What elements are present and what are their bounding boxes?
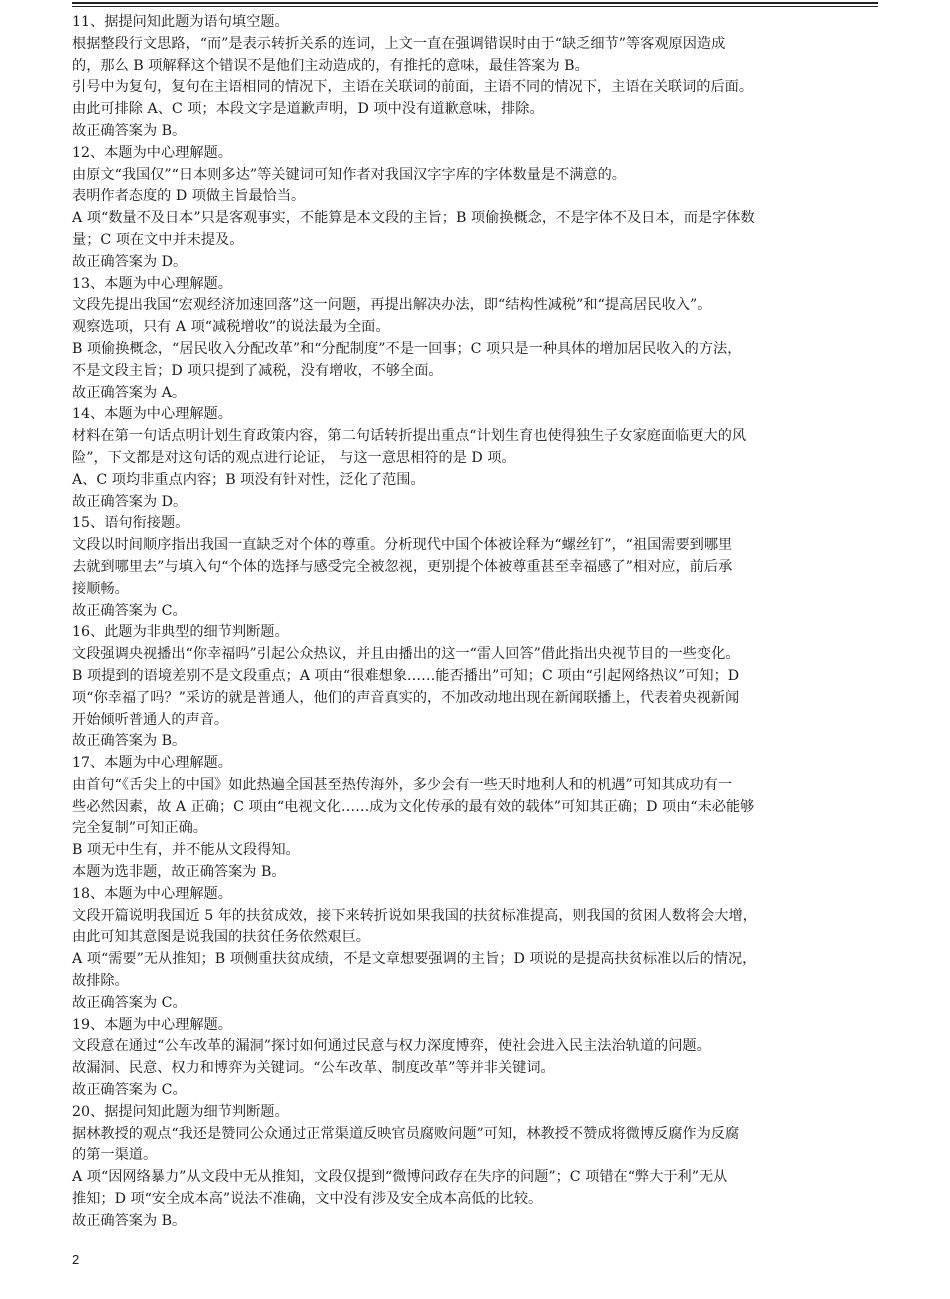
explanation-line: A 项“需要”无从推知；B 项侧重扶贫成绩，不是文章想要强调的主旨；D 项说的是提高扶贫标准以后的情况， [72, 951, 757, 968]
explanation-line: 的第一渠道。 [72, 1147, 158, 1164]
explanation-line: 些必然因素，故 A 正确；C 项由“电视文化……成为文化传承的最有效的载体”可知其正确；D 项由“未必能够 [72, 798, 755, 815]
explanation-line: 由此可排除 A、C 项；本段文字是道歉声明，D 项中没有道歉意味，排除。 [72, 101, 544, 118]
question-section [72, 622, 878, 753]
explanation-line: 故排除。 [72, 973, 129, 990]
question-heading: 18、本题为中心理解题。 [72, 885, 232, 902]
explanation-line: 故正确答案为 D。 [72, 253, 188, 270]
explanation-line: 故漏洞、民意、权力和博弈为关键词。“公车改革、制度改革”等并非关键词。 [72, 1060, 555, 1077]
question-section [72, 753, 878, 884]
explanation-line: 推知；D 项“安全成本高”说法不准确，文中没有涉及安全成本高低的比较。 [72, 1191, 543, 1208]
explanation-line: 本题为选非题，故正确答案为 B。 [72, 864, 286, 881]
question-heading: 17、本题为中心理解题。 [72, 755, 232, 772]
explanation-line: 故正确答案为 C。 [72, 602, 187, 619]
explanation-line: A 项“因网络暴力”从文段中无从推知，文段仅提到“微博问政存在失序的问题”；C 项错在“弊大于利”无从 [72, 1169, 728, 1186]
question-heading: 16、此题为非典型的细节判断题。 [72, 624, 289, 641]
explanation-line: 完全复制”可知正确。 [72, 820, 207, 837]
explanation-line: 开始倾听普通人的声音。 [72, 711, 229, 728]
explanation-line: 观察选项，只有 A 项“减税增收”的说法最为全面。 [72, 319, 390, 336]
question-heading: 20、据提问知此题为细节判断题。 [72, 1103, 289, 1120]
answer-explanations [72, 12, 878, 1233]
question-section [72, 1102, 878, 1233]
explanation-line: 故正确答案为 C。 [72, 994, 187, 1011]
question-section [72, 274, 878, 405]
explanation-line: 量；C 项在文中并未提及。 [72, 231, 244, 248]
explanation-line: 由首句“《舌尖上的中国》如此热遍全国甚至热传海外，多少会有一些天时地利人和的机遇”可知其成功有一 [72, 776, 733, 793]
explanation-line: 去就到哪里去”与填入句“个体的选择与感受完全被忽视，更别提个体被尊重甚至幸福感了”相对应，前后承 [72, 558, 733, 575]
explanation-line: 由此可知其意图是说我国的扶贫任务依然艰巨。 [72, 929, 370, 946]
explanation-line: 接顺畅。 [72, 580, 129, 597]
explanation-line: A 项“数量不及日本”只是客观事实，不能算是本文段的主旨；B 项偷换概念，不是字体不及日本，而是字体数 [72, 210, 755, 227]
explanation-line: 文段以时间顺序指出我国一直缺乏对个体的尊重。分析现代中国个体被诠释为“螺丝钉”，“祖国需要到哪里 [72, 537, 733, 554]
explanation-line: A、C 项均非重点内容；B 项没有针对性，泛化了范围。 [72, 471, 425, 488]
question-heading: 19、本题为中心理解题。 [72, 1016, 232, 1033]
explanation-line: B 项偷换概念，“居民收入分配改革”和“分配制度”不是一回事；C 项只是一种具体的增加居民收入的方法， [72, 340, 742, 357]
explanation-line: 故正确答案为 B。 [72, 1212, 187, 1229]
explanation-line: B 项提到的语境差别不是文段重点；A 项由“很难想象……能否播出”可知；C 项由“引起网络热议”可知；D [72, 667, 740, 684]
question-heading: 15、语句衔接题。 [72, 515, 190, 532]
header-rule-thin [72, 6, 878, 7]
explanation-line: 由原文“我国仅”“日本则多达”等关键词可知作者对我国汉字字库的字体数量是不满意的。 [72, 166, 626, 183]
question-heading: 12、本题为中心理解题。 [72, 144, 232, 161]
explanation-line: 故正确答案为 D。 [72, 493, 188, 510]
question-section [72, 513, 878, 622]
explanation-line: 根据整段行文思路，“而”是表示转折关系的连词，上文一直在强调错误时由于“缺乏细节”等客观原因造成 [72, 35, 726, 52]
explanation-line: 材料在第一句话点明计划生育政策内容，第二句话转折提出重点“计划生育也使得独生子女家庭面临更大的风 [72, 428, 747, 445]
question-section [72, 1015, 878, 1102]
explanation-line: 故正确答案为 C。 [72, 1082, 187, 1099]
question-section [72, 404, 878, 513]
explanation-line: 引号中为复句，复句在主语相同的情况下，主语在关联词的前面，主语不同的情况下，主语在关联词的后面。 [72, 79, 754, 96]
header-rule [72, 2, 878, 4]
question-heading: 11、据提问知此题为语句填空题。 [72, 14, 289, 30]
page-number: 2 [72, 1252, 80, 1267]
question-heading: 14、本题为中心理解题。 [72, 406, 232, 423]
explanation-line: 故正确答案为 A。 [72, 384, 187, 401]
explanation-line: 据林教授的观点“我还是赞同公众通过正常渠道反映官员腐败问题”可知，林教授不赞成将微博反腐作为反腐 [72, 1125, 740, 1142]
explanation-line: 文段强调央视播出“你幸福吗”引起公众热议，并且由播出的这一“雷人回答”借此指出央视节目的一些变化。 [72, 646, 740, 663]
explanation-line: 项“你幸福了吗？”采访的就是普通人，他们的声音真实的，不加改动地出现在新闻联播上，代表着央视新闻 [72, 689, 740, 706]
explanation-line: 文段开篇说明我国近 5 年的扶贫成效，接下来转折说如果我国的扶贫标准提高，则我国的贫困人数将会大增， [72, 907, 757, 924]
explanation-line: 故正确答案为 B。 [72, 733, 187, 750]
explanation-line: 故正确答案为 B。 [72, 122, 187, 139]
question-heading: 13、本题为中心理解题。 [72, 275, 232, 292]
question-section [72, 12, 878, 143]
question-section [72, 884, 878, 1015]
explanation-line: 表明作者态度的 D 项做主旨最恰当。 [72, 188, 306, 205]
explanation-line: 不是文段主旨；D 项只提到了减税，没有增收，不够全面。 [72, 362, 443, 379]
explanation-line: 的，那么 B 项解释这个错误不是他们主动造成的，有推托的意味，最佳答案为 B。 [72, 57, 589, 74]
explanation-line: 险”，下文都是对这句话的观点进行论证， 与这一意思相符的是 D 项。 [72, 449, 516, 466]
explanation-line: B 项无中生有，并不能从文段得知。 [72, 842, 300, 859]
explanation-line: 文段意在通过“公车改革的漏洞”探讨如何通过民意与权力深度博弈，使社会进入民主法治轨道的问题。 [72, 1038, 711, 1055]
explanation-line: 文段先提出我国“宏观经济加速回落”这一问题，再提出解决办法，即“结构性减税”和“提高居民收入”。 [72, 297, 712, 314]
question-section [72, 143, 878, 274]
